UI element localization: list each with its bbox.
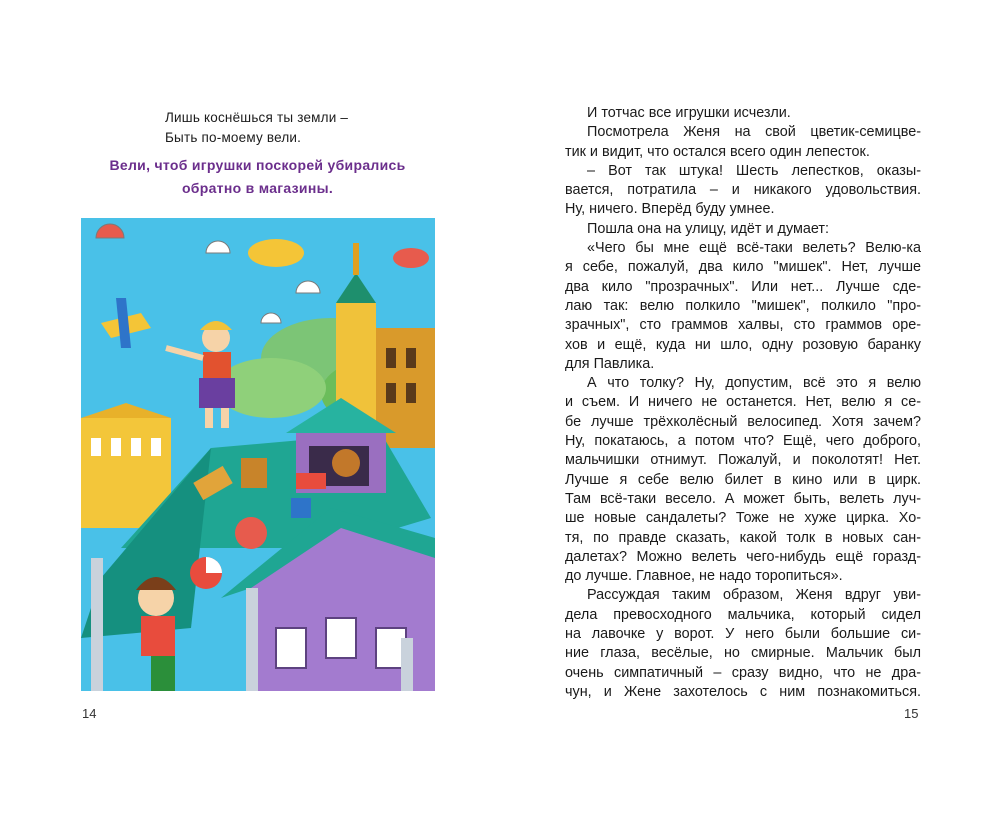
text-line: лаю так: велю полкило "мишек", полкило "про- — [565, 297, 921, 314]
text-line: вается, потратила – и никакого удовольствия. — [565, 182, 921, 199]
story-text — [565, 104, 921, 702]
text-line: бе лучше трёхколёсный велосипед. Хотя зачем? — [565, 413, 921, 430]
text-line: до лучше. Главное, не надо торопиться». — [565, 568, 843, 585]
text-line: на лавочке у ворот. У него были большие си- — [565, 626, 921, 643]
text-line: я себе, пожалуй, два кило "мишек". Нет, лучше — [565, 259, 921, 276]
text-line: два кило "прозрачных". Или нет... Лучше сде- — [565, 278, 921, 295]
text-line: А что толку? Ну, допустим, всё это я велю — [587, 375, 921, 392]
text-line: Лучше я себе велю билет в кино или в цирк. — [565, 471, 921, 488]
text-line: тя, по правде сказать, какой толк в новых сан- — [565, 529, 921, 546]
text-line: ше новые сандалеты? Тоже не хуже цирка. Хо- — [565, 510, 921, 527]
right-page — [500, 0, 1000, 819]
text-line: чун, и Жене захотелось с ним познакомиться. — [565, 683, 921, 700]
text-line: мальчишки отнимут. Пожалуй, и поколотят! Нет. — [565, 452, 921, 469]
text-line: Посмотрела Женя на свой цветик-семицве- — [587, 124, 921, 141]
text-line: Там всё-таки весело. А может быть, велеть луч- — [565, 490, 921, 507]
text-line: и съем. И ничего не останется. Нет, велю я се- — [565, 394, 921, 411]
verse-block — [165, 108, 348, 148]
text-line: далетах? Можно велеть чего-нибудь ещё горазд- — [565, 548, 921, 565]
text-line: хов и ещё, куда ни шло, одну розовую баранку — [565, 336, 921, 353]
text-line: Ну, ничего. Вперёд буду умнее. — [565, 201, 775, 218]
text-line: Ну, покатаюсь, а потом что? Ещё, чего доброго, — [565, 433, 921, 450]
verse-accent-line: обратно в магазины. — [181, 180, 334, 196]
page-number: 15 — [904, 706, 919, 721]
text-line: зрачных", сто граммов халвы, сто граммов оре- — [565, 317, 921, 334]
book-illustration — [81, 218, 435, 691]
text-line: дела превосходного мальчика, который сидел — [565, 606, 921, 623]
text-line: Пошла она на улицу, идёт и думает: — [587, 220, 830, 237]
text-line: для Павлика. — [565, 355, 655, 372]
text-line: И тотчас все игрушки исчезли. — [587, 105, 791, 121]
page-number: 14 — [82, 706, 97, 721]
text-line: – Вот так штука! Шесть лепестков, оказы- — [587, 162, 921, 179]
text-line: ние глаза, весёлые, но смирные. Мальчик был — [565, 645, 921, 662]
verse-accent-block — [80, 154, 435, 200]
verse-line: Быть по-моему вели. — [165, 130, 302, 145]
verse-accent-line: Вели, чтоб игрушки поскорей убирались — [109, 157, 406, 173]
text-line: Рассуждая таким образом, Женя вдруг уви- — [587, 587, 921, 604]
text-line: очень симпатичный – сразу видно, что не дра- — [565, 664, 921, 681]
verse-line: Лишь коснёшься ты земли – — [165, 110, 349, 125]
text-line: тик и видит, что остался всего один лепесток. — [565, 143, 870, 160]
text-line: «Чего бы мне ещё всё-таки велеть? Велю-ка — [587, 240, 921, 257]
